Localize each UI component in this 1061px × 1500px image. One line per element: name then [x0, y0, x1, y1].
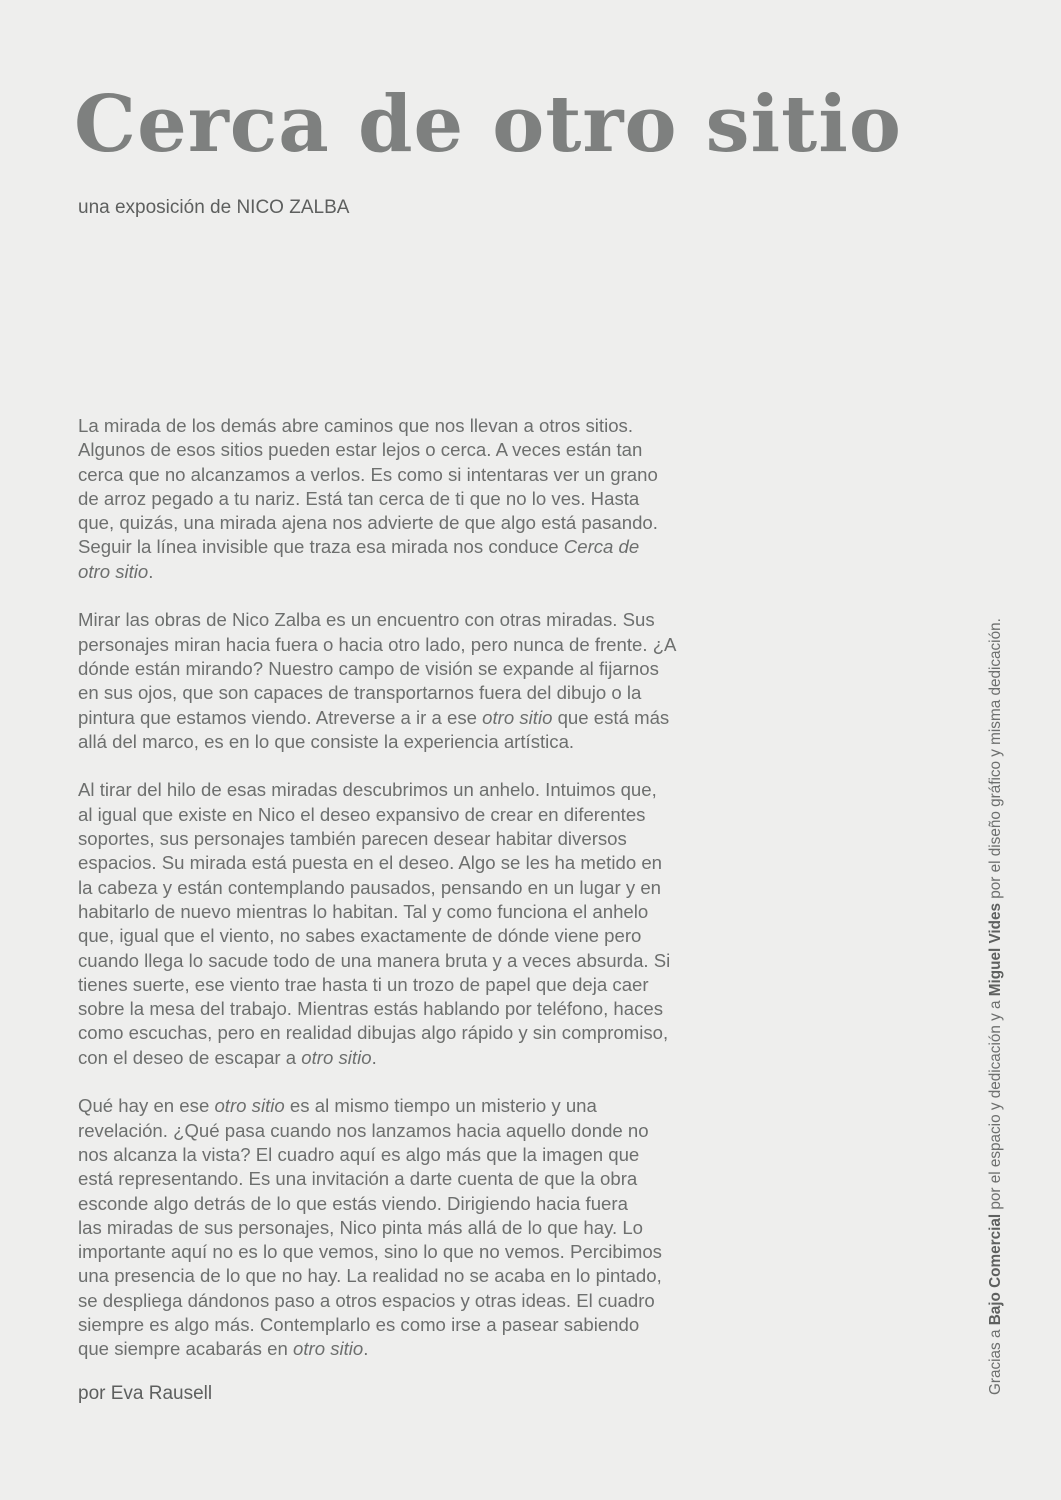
p3-emphasis: otro sitio: [301, 1046, 372, 1068]
p4-start: Qué hay en ese: [78, 1095, 210, 1117]
exhibition-subtitle: [78, 197, 349, 219]
credits-suffix: por el diseño gráfico y misma dedicación.: [987, 618, 1004, 899]
p1-end: .: [148, 560, 154, 582]
p4-end: .: [363, 1338, 369, 1360]
essay-author: por Eva Rausell: [78, 1383, 213, 1404]
p4-emphasis-1: otro sitio: [214, 1095, 285, 1117]
essay-paragraph-2: [78, 608, 768, 754]
credits-venue: Bajo Comercial: [987, 1213, 1004, 1326]
subtitle-prefix: una exposición de: [78, 197, 232, 218]
p3-text: Al tirar del hilo de esas miradas descubrimos un anhelo. Intuimos que, al igual que existe en Nico el deseo expansivo de crear en diferentes soportes, sus personajes también parecen desear habitar diversos espacios. Su mirada está puesta en el deseo. Algo se les ha metido en la cabeza y están contemplando pausados, pensando en un lugar y en habitarlo de nuevo mientras lo habitan. Tal y como funciona el anhelo que, igual que el viento, no sabes exactamente de dónde viene pero cuando llega lo sacude todo de una manera bruta y a veces absurda. Si tienes suerte, ese viento trae hasta ti un trozo de papel que deja caer sobre la mesa del trabajo. Mientras estás hablando por teléfono, haces como escuchas, pero en realidad dibujas algo rápido y sin compromiso, con el deseo de escapar a: [78, 779, 671, 1068]
p2-emphasis: otro sitio: [482, 706, 553, 728]
credits-prefix: Gracias a: [987, 1329, 1004, 1395]
essay-paragraph-3: [78, 778, 768, 1070]
credits-vertical: [987, 618, 1005, 1395]
p4-text: es al mismo tiempo un misterio y una revelación. ¿Qué pasa cuando nos lanzamos hacia aquello donde no nos alcanza la vista? El cuadro aquí es algo más que la imagen que está representando. Es una invitación a darte cuenta de que la obra esconde algo detrás de lo que estás viendo. Dirigiendo hacia fuera las miradas de sus personajes, Nico pinta más allá de lo que hay. Lo importante aquí no es lo que vemos, sino lo que no vemos. Percibimos una presencia de lo que no hay. La realidad no se acaba en lo pintado, se despliega dándonos paso a otros espacios y otras ideas. El cuadro siempre es algo más. Contemplarlo es como irse a pasear sabiendo que siempre acabarás en: [78, 1095, 662, 1360]
essay-body: [78, 414, 768, 1386]
p4-emphasis-2: otro sitio: [293, 1338, 364, 1360]
credits-middle: por el espacio y dedicación y a: [987, 1000, 1004, 1210]
credits-designer: Miguel Vides: [987, 902, 1004, 997]
p3-end: .: [371, 1046, 377, 1068]
essay-paragraph-4: [78, 1094, 768, 1361]
p1-text: La mirada de los demás abre caminos que nos llevan a otros sitios. Algunos de esos sitios pueden estar lejos o cerca. A veces están tan cerca que no alcanzamos a verlos. Es como si intentaras ver un grano de arroz pegado a tu nariz. Está tan cerca de ti que no lo ves. Hasta que, quizás, una mirada ajena nos advierte de que algo está pasando. Seguir la línea invisible que traza esa mirada nos conduce: [78, 415, 658, 558]
p2-end: que está más allá del marco, es en lo que consiste la experiencia artística.: [78, 706, 670, 752]
artist-name: NICO ZALBA: [236, 197, 350, 218]
p1-emphasis: Cerca de otro sitio: [78, 536, 640, 582]
essay-paragraph-1: [78, 414, 768, 584]
exhibition-title: Cerca de otro sitio: [74, 79, 902, 170]
p2-text: Mirar las obras de Nico Zalba es un encuentro con otras miradas. Sus personajes miran hacia fuera o hacia otro lado, pero nunca de frente. ¿A dónde están mirando? Nuestro campo de visión se expande al fijarnos en sus ojos, que son capaces de transportarnos fuera del dibujo o la pintura que estamos viendo. Atreverse a ir a ese: [78, 609, 677, 728]
